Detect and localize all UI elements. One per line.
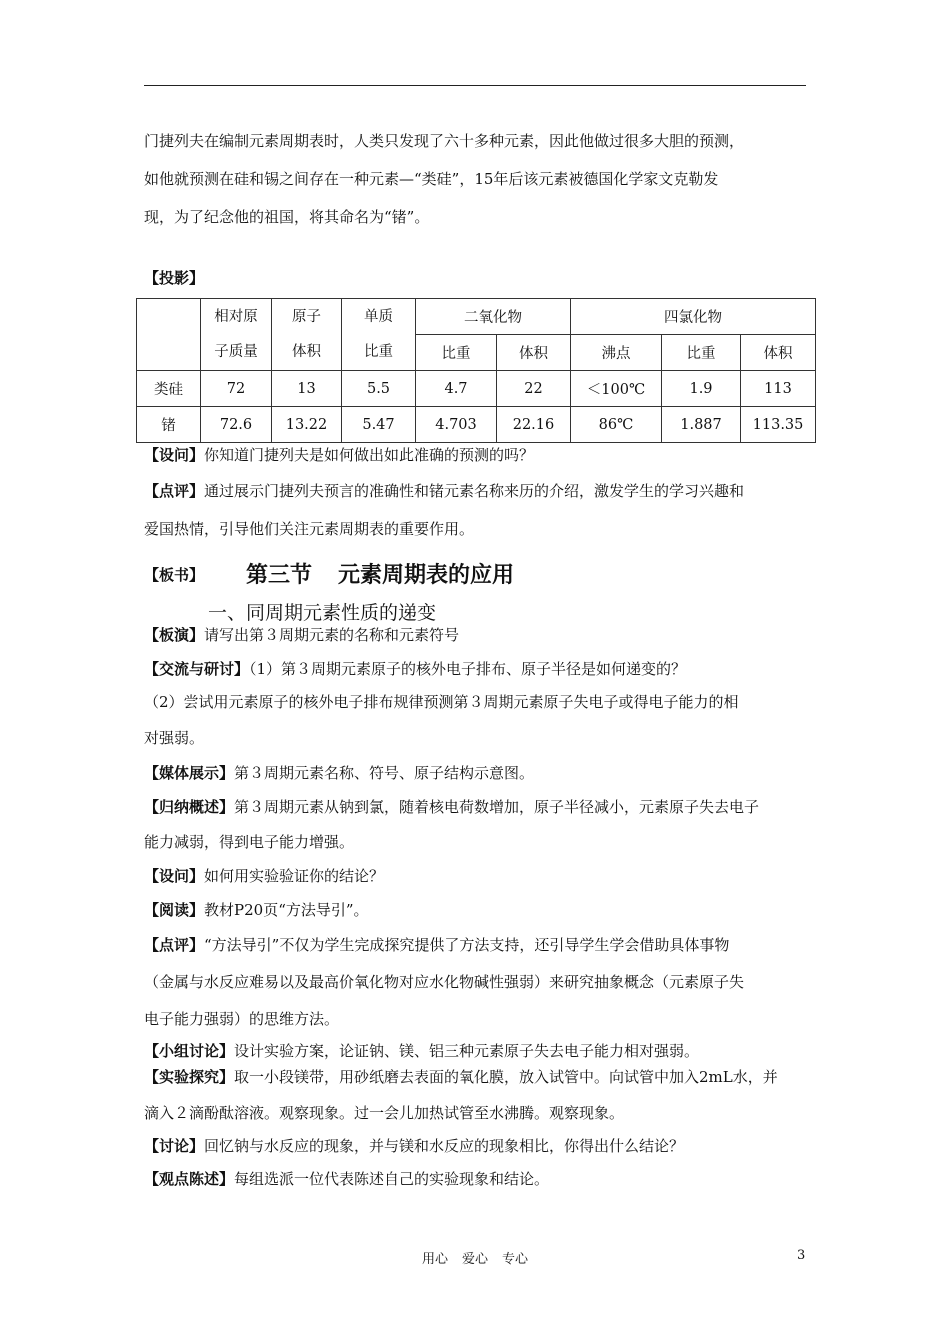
comment-text: “方法导引”不仅为学生完成探究提供了方法支持，还引导学生学会借助具体事物	[204, 936, 730, 954]
table-cell: 13.22	[272, 407, 342, 443]
intro-paragraph	[144, 122, 808, 236]
media-text: 第３周期元素名称、符号、原子结构示意图。	[234, 764, 535, 782]
group-tag: 【小组讨论】	[144, 1042, 235, 1060]
table-cell: 22.16	[497, 407, 571, 443]
summary-tag: 【归纳概述】	[144, 798, 235, 816]
comment-text: 通过展示门捷列夫预言的准确性和锗元素名称来历的介绍，激发学生的学习兴趣和	[204, 482, 745, 500]
footer-word: 专心	[502, 1252, 529, 1267]
demo-text: 请写出第３周期元素的名称和元素符号	[204, 626, 460, 644]
row-label: 锗	[137, 407, 201, 443]
table-cell: 13	[272, 371, 342, 407]
intro-line: 现，为了纪念他的祖国，将其命名为“锗”。	[144, 208, 430, 226]
table-cell: 5.47	[342, 407, 416, 443]
group-text: 设计实验方案，论证钠、镁、铝三种元素原子失去电子能力相对强弱。	[234, 1042, 700, 1060]
viewpoint-text: 每组选派一位代表陈述自己的实验现象和结论。	[234, 1170, 550, 1188]
row-label: 类硅	[137, 371, 201, 407]
header-tetrachloride: 四氯化物	[571, 299, 816, 335]
table-cell: 72	[201, 371, 272, 407]
media-tag: 【媒体展示】	[144, 764, 235, 782]
table-cell: 72.6	[201, 407, 272, 443]
subheader-density: 比重	[662, 335, 741, 371]
table-row	[137, 407, 816, 443]
discussion-text: 回忆钠与水反应的现象，并与镁和水反应的现象相比，你得出什么结论？	[204, 1137, 685, 1155]
summary-paragraph-cont: 能力减弱，得到电子能力增强。	[144, 833, 355, 851]
question-text: 如何用实验验证你的结论？	[204, 867, 385, 885]
table-cell: 1.9	[662, 371, 741, 407]
table-cell: 4.7	[416, 371, 497, 407]
reading-tag: 【阅读】	[144, 901, 205, 919]
section-title	[246, 558, 514, 589]
table-cell: ＜100℃	[571, 371, 662, 407]
discussion-paragraph-cont: 对强弱。	[144, 729, 205, 747]
intro-line: 门捷列夫在编制元素周期表时，人类只发现了六十多种元素，因此他做过很多大胆的预测，	[144, 132, 745, 150]
header-density: 单质 比重	[342, 299, 416, 371]
section-number: 第三节	[246, 563, 313, 588]
question-paragraph	[144, 445, 808, 465]
header-atomic-volume: 原子 体积	[272, 299, 342, 371]
subheader-boiling: 沸点	[571, 335, 662, 371]
discussion-paragraph-cont: （2）尝试用元素原子的核外电子排布规律预测第３周期元素原子失电子或得电子能力的相	[144, 693, 739, 711]
experiment-paragraph	[144, 1067, 808, 1087]
table-cell: 86℃	[571, 407, 662, 443]
header-atomic-mass: 相对原 子质量	[201, 299, 272, 371]
section-name: 元素周期表的应用	[338, 563, 515, 588]
discussion-tag: 【讨论】	[144, 1137, 205, 1155]
intro-line: 如他就预测在硅和锡之间存在一种元素—“类硅”，15年后该元素被德国化学家文克勒发	[144, 170, 719, 188]
table-cell: 1.887	[662, 407, 741, 443]
page-footer	[0, 1248, 950, 1267]
question-paragraph	[144, 866, 808, 886]
discussion-paragraph	[144, 659, 808, 679]
footer-word: 爱心	[461, 1252, 488, 1267]
discuss-text: （1）第３周期元素原子的核外电子排布、原子半径是如何递变的？	[249, 660, 687, 678]
element-comparison-table	[136, 298, 816, 443]
table-cell: 5.5	[342, 371, 416, 407]
group-discussion-paragraph	[144, 1041, 808, 1061]
experiment-text: 取一小段镁带，用砂纸磨去表面的氧化膜，放入试管中。向试管中加入2mL水，并	[234, 1068, 778, 1086]
subheader-volume: 体积	[741, 335, 816, 371]
reading-text: 教材P20页“方法导引”。	[204, 901, 369, 919]
comment-tag: 【点评】	[144, 482, 205, 500]
question-tag: 【设问】	[144, 867, 205, 885]
reading-paragraph	[144, 900, 808, 920]
discussion-paragraph	[144, 1136, 808, 1156]
experiment-paragraph-cont: 滴入２滴酚酞溶液。观察现象。过一会儿加热试管至水沸腾。观察现象。	[144, 1104, 625, 1122]
summary-text: 第３周期元素从钠到氯，随着核电荷数增加，原子半径减小，元素原子失去电子	[234, 798, 760, 816]
comment-paragraph	[144, 481, 808, 501]
subheader-density: 比重	[416, 335, 497, 371]
discuss-tag: 【交流与研讨】	[144, 660, 250, 678]
table-cell: 22	[497, 371, 571, 407]
comment-tag: 【点评】	[144, 936, 205, 954]
table-cell: 113	[741, 371, 816, 407]
question-text: 你知道门捷列夫是如何做出如此准确的预测的吗？	[204, 446, 535, 464]
demo-tag: 【板演】	[144, 626, 205, 644]
subheader-volume: 体积	[497, 335, 571, 371]
summary-paragraph	[144, 797, 808, 817]
viewpoint-tag: 【观点陈述】	[144, 1170, 235, 1188]
board-demo-paragraph	[144, 625, 808, 645]
viewpoint-paragraph	[144, 1169, 808, 1189]
comment-paragraph-cont: （金属与水反应难易以及最高价氧化物对应水化物碱性强弱）来研究抽象概念（元素原子失	[144, 973, 745, 991]
table-cell: 4.703	[416, 407, 497, 443]
header-dioxide: 二氧化物	[416, 299, 571, 335]
table-cell: 113.35	[741, 407, 816, 443]
board-tag: 【板书】	[144, 566, 205, 584]
table-row	[137, 371, 816, 407]
table-header-row	[137, 299, 816, 335]
footer-word: 用心	[421, 1252, 448, 1267]
experiment-tag: 【实验探究】	[144, 1068, 235, 1086]
page-number: 3	[797, 1248, 806, 1263]
table-corner-cell	[137, 299, 201, 371]
projection-tag: 【投影】	[144, 269, 205, 287]
comment-paragraph	[144, 935, 808, 955]
question-tag: 【设问】	[144, 446, 205, 464]
header-rule	[144, 85, 806, 86]
subsection-title: 一、同周期元素性质的递变	[208, 602, 437, 624]
comment-paragraph-cont: 电子能力强弱）的思维方法。	[144, 1010, 340, 1028]
comment-paragraph-cont: 爱国热情，引导他们关注元素周期表的重要作用。	[144, 520, 475, 538]
media-paragraph	[144, 763, 808, 783]
